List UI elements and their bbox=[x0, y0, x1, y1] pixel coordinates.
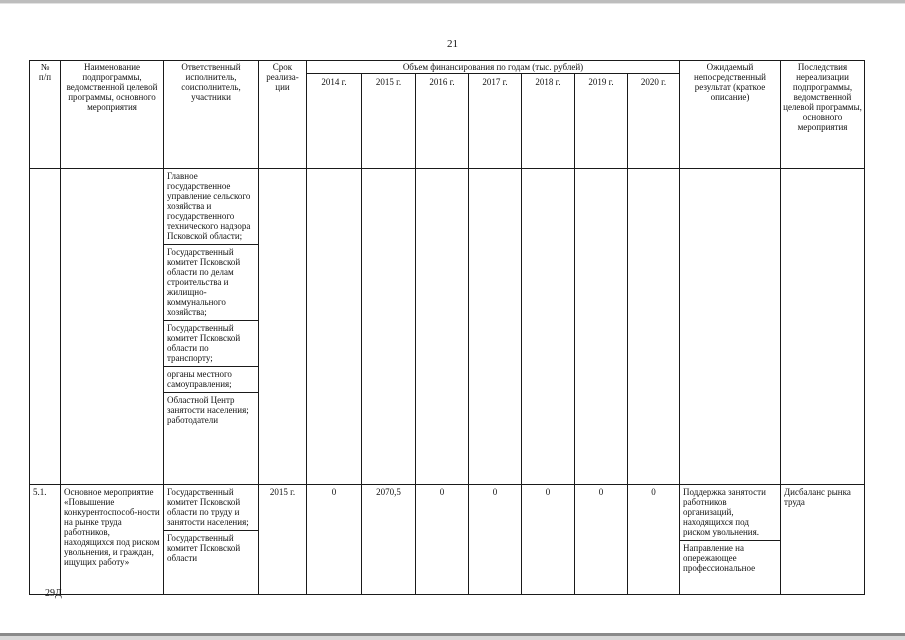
row-5-1-value-2017: 0 bbox=[469, 485, 522, 595]
responsible-entry: Государственный комитет Псковской области по делам строительства и жилищно-коммунального хозяйства; bbox=[164, 244, 258, 320]
footer-code: 29Д bbox=[45, 588, 62, 599]
continuation-num-cell bbox=[30, 169, 61, 485]
header-term: Срок реализа-ции bbox=[259, 61, 307, 169]
row-5-1-value-2018: 0 bbox=[522, 485, 575, 595]
continuation-row bbox=[30, 169, 865, 485]
header-year-2019: 2019 г. bbox=[575, 74, 628, 169]
scan-bottom-edge-shadow bbox=[0, 636, 905, 640]
header-responsible: Ответственный исполнитель, соисполнитель, участники bbox=[164, 61, 259, 169]
continuation-responsible-cell bbox=[164, 169, 259, 485]
row-5-1-value-2016: 0 bbox=[416, 485, 469, 595]
row-5-1-consequences: Дисбаланс рынка труда bbox=[781, 485, 865, 595]
continuation-result-cell bbox=[680, 169, 781, 485]
result-entry: Направление на опережающее профессиональное bbox=[680, 540, 780, 576]
continuation-value-cell bbox=[469, 169, 522, 485]
header-year-2020: 2020 г. bbox=[628, 74, 680, 169]
scan-top-edge-shadow bbox=[0, 3, 905, 4]
responsible-entry: органы местного самоуправления; bbox=[164, 366, 258, 392]
continuation-consequences-cell bbox=[781, 169, 865, 485]
row-5-1-value-2014: 0 bbox=[307, 485, 362, 595]
continuation-value-cell bbox=[307, 169, 362, 485]
header-consequences: Последствия нереализации подпрограммы, ведомственной целевой программы, основного мероприятия bbox=[781, 61, 865, 169]
header-year-2016: 2016 г. bbox=[416, 74, 469, 169]
header-row-1 bbox=[30, 61, 865, 74]
header-name: Наименование подпрограммы, ведомственной целевой программы, основного мероприятия bbox=[61, 61, 164, 169]
header-year-2018: 2018 г. bbox=[522, 74, 575, 169]
row-5-1-value-2019: 0 bbox=[575, 485, 628, 595]
result-entry: Поддержка занятости работников организаций, находящихся под риском увольнения. bbox=[683, 487, 766, 537]
continuation-value-cell bbox=[628, 169, 680, 485]
header-result: Ожидаемый непосредственный результат (краткое описание) bbox=[680, 61, 781, 169]
header-year-2015: 2015 г. bbox=[362, 74, 416, 169]
row-5-1-term: 2015 г. bbox=[259, 485, 307, 595]
page-number: 21 bbox=[447, 38, 458, 50]
row-5-1-name: Основное мероприятие «Повышение конкурентоспособ-ности на рынке труда работников, находящихся под риском увольнения, и граждан, ищущих работу» bbox=[61, 485, 164, 595]
row-5-1-num: 5.1. bbox=[30, 485, 61, 595]
row-5-1 bbox=[30, 485, 865, 595]
continuation-term-cell bbox=[259, 169, 307, 485]
row-5-1-result-cell bbox=[680, 485, 781, 595]
header-num: № п/п bbox=[30, 61, 61, 169]
continuation-name-cell bbox=[61, 169, 164, 485]
continuation-value-cell bbox=[575, 169, 628, 485]
continuation-value-cell bbox=[416, 169, 469, 485]
responsible-entry: Главное государственное управление сельского хозяйства и государственного технического надзора Псковской области; bbox=[167, 171, 251, 241]
responsible-entry: Областной Центр занятости населения; работодатели bbox=[164, 392, 258, 426]
row-5-1-responsible-cell bbox=[164, 485, 259, 595]
header-year-2014: 2014 г. bbox=[307, 74, 362, 169]
responsible-entry: Государственный комитет Псковской области по труду и занятости населения; bbox=[167, 487, 249, 527]
continuation-value-cell bbox=[362, 169, 416, 485]
row-5-1-value-2020: 0 bbox=[628, 485, 680, 595]
responsible-entry: Государственный комитет Псковской области bbox=[164, 530, 258, 566]
row-5-1-value-2015: 2070,5 bbox=[362, 485, 416, 595]
header-year-2017: 2017 г. bbox=[469, 74, 522, 169]
responsible-entry: Государственный комитет Псковской области по транспорту; bbox=[164, 320, 258, 366]
header-funding-group: Объем финансирования по годам (тыс. рублей) bbox=[307, 61, 680, 74]
continuation-value-cell bbox=[522, 169, 575, 485]
program-table bbox=[29, 60, 865, 595]
